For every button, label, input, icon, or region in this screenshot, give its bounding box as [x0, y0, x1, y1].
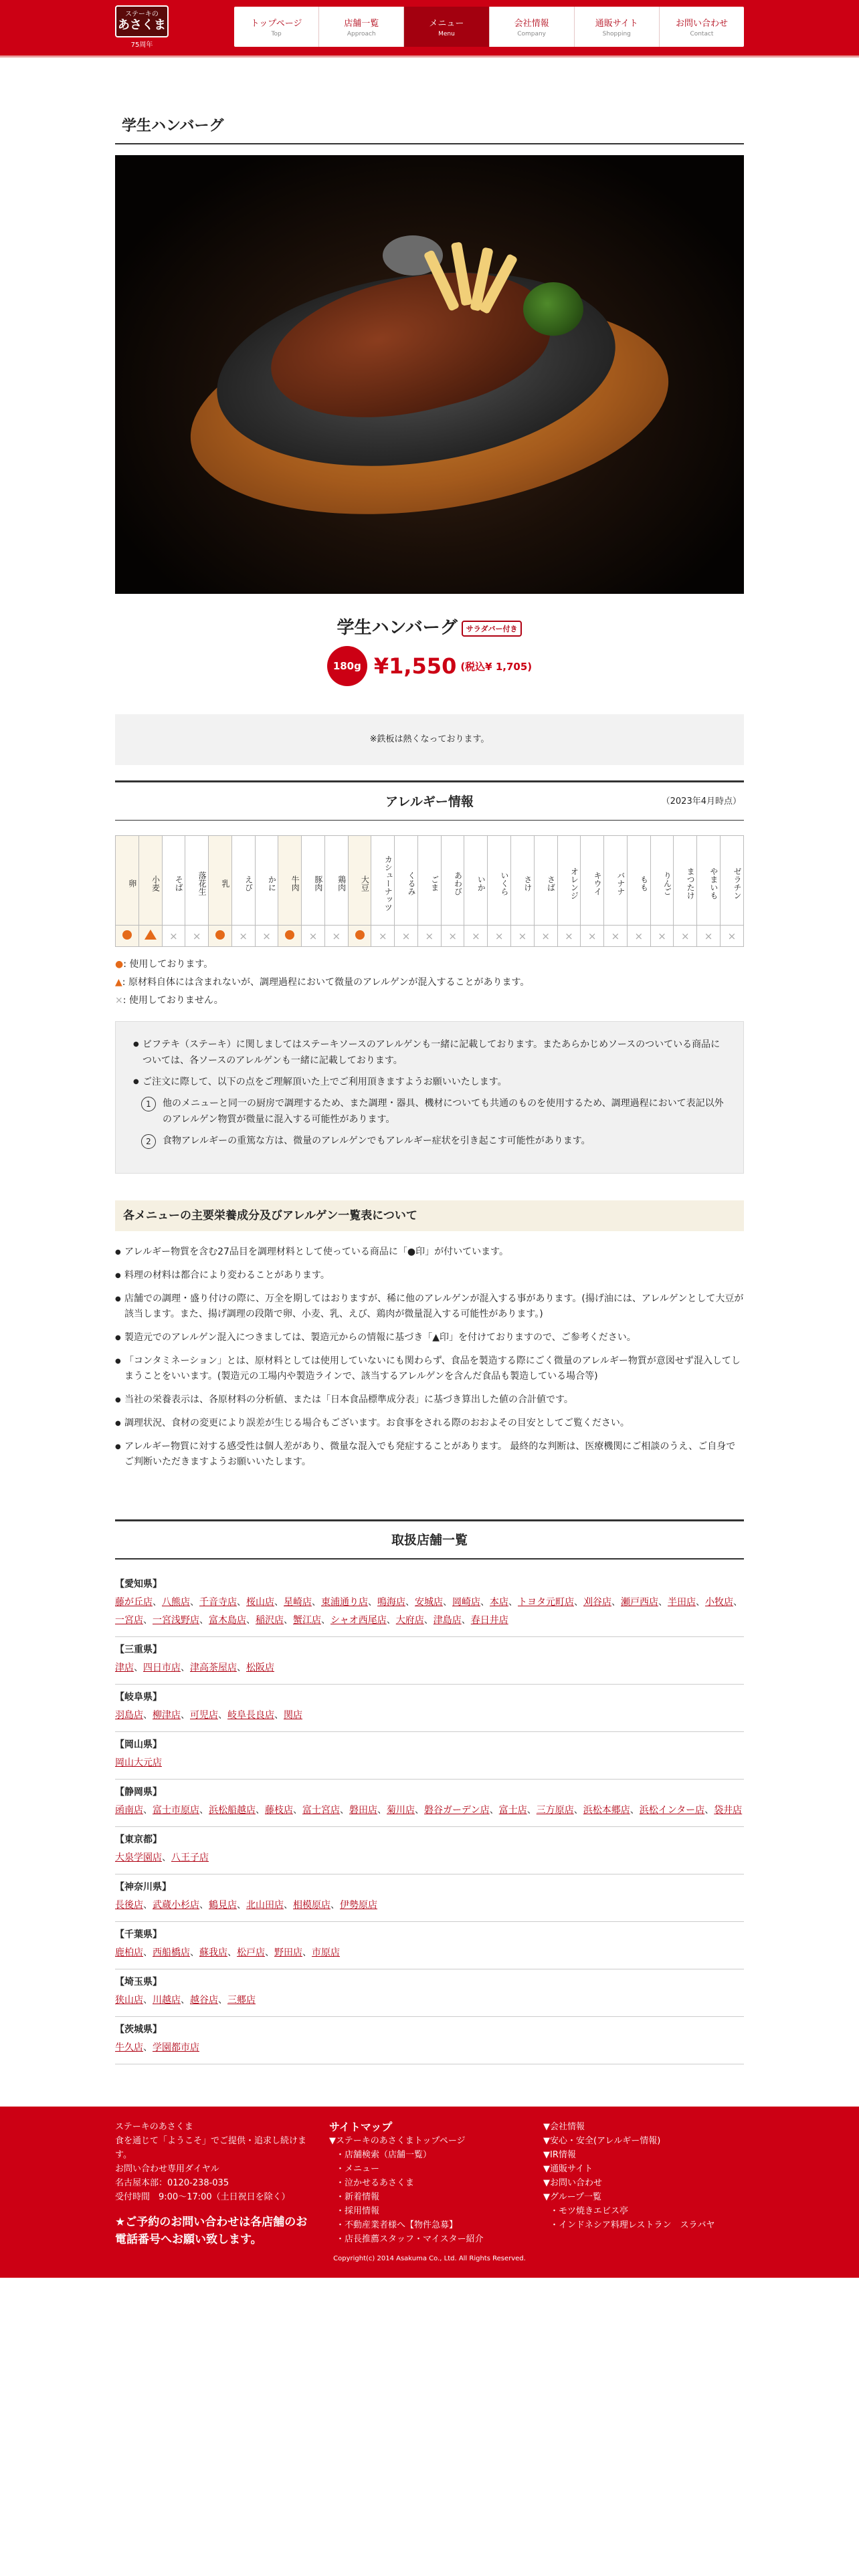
not-used-icon: × — [425, 930, 434, 942]
footer-link[interactable]: ・インドネシア料理レストラン スラバヤ — [550, 2220, 715, 2230]
nav-stores[interactable]: 店舗一覧 Approach — [319, 7, 404, 47]
logo-title: あさくま — [118, 18, 166, 32]
store-link[interactable]: 大泉学園店 — [115, 1852, 162, 1863]
store-link[interactable]: 羽島店 — [115, 1710, 143, 1721]
allergen-header: くるみ — [395, 836, 418, 926]
prefecture-name: 【三重県】 — [115, 1644, 162, 1655]
store-link[interactable]: 大府店 — [395, 1615, 424, 1626]
store-link[interactable]: 柳津店 — [153, 1710, 181, 1721]
store-link[interactable]: 越谷店 — [190, 1995, 218, 2006]
prefecture-name: 【岡山県】 — [115, 1739, 162, 1750]
legend-not-used: ×: 使用しておりません。 — [115, 995, 223, 1006]
store-link[interactable]: 菊川店 — [387, 1805, 415, 1816]
price-value: ¥1,550 — [373, 653, 457, 679]
nutrition-notes — [115, 1245, 744, 1478]
allergen-header: カシューナッツ — [371, 836, 395, 926]
store-link[interactable]: 野田店 — [274, 1947, 302, 1958]
allergen-mark — [581, 926, 604, 947]
not-used-icon: × — [611, 930, 620, 942]
store-link[interactable]: 学園都市店 — [153, 2042, 199, 2053]
allergen-mark — [185, 926, 209, 947]
global-nav — [234, 7, 744, 47]
store-link[interactable]: 春日井店 — [470, 1615, 508, 1626]
allergen-mark — [302, 926, 325, 947]
allergen-mark — [231, 926, 255, 947]
store-link[interactable]: 津店 — [115, 1662, 134, 1673]
store-link[interactable]: 蘇我店 — [199, 1947, 227, 1958]
nutrition-note: ● 製造元でのアレルゲン混入につきましては、製造元からの情報に基づき「▲印」を付けておりますので、ご参考ください。 — [115, 1330, 744, 1346]
sitemap-link[interactable]: ・泣かせるあさくま — [336, 2178, 415, 2188]
stores-heading: 取扱店舗一覧 — [115, 1519, 744, 1560]
prefecture-name: 【愛知県】 — [115, 1579, 162, 1590]
footer-link[interactable]: ▼通販サイト — [543, 2164, 593, 2174]
allergen-header: 卵 — [116, 836, 139, 926]
allergen-mark — [627, 926, 650, 947]
sitemap-title: サイトマップ — [329, 2121, 393, 2133]
not-used-icon: × — [518, 930, 527, 942]
sitemap-link[interactable]: ・採用情報 — [336, 2206, 380, 2216]
store-link[interactable]: 伊勢原店 — [340, 1900, 377, 1911]
product-name: 学生ハンバーグ サラダバー付き — [115, 614, 744, 639]
footer-link[interactable]: ▼グループ一覧 — [543, 2192, 601, 2202]
allergen-mark — [324, 926, 348, 947]
prefecture-block — [115, 1732, 744, 1780]
store-link[interactable]: 瀬戸西店 — [621, 1597, 658, 1608]
nutrition-note: ● 「コンタミネーション」とは、原材料としては使用していないにも関わらず、食品を製造する際にごく微量のアレルギー物質が意図せず混入してしまうことをいいます。(製造元の工場内や製造ラインで、該当するアレルゲンを含んだ食品も製造している場合等) — [115, 1354, 744, 1384]
sitemap-link[interactable]: ・店舗検索（店舗一覧） — [336, 2150, 432, 2160]
site-logo[interactable] — [115, 5, 169, 52]
notice-numbered-item: 2 食物アレルギーの重篤な方は、微量のアレルゲンでもアレルギー症状を引き起こす可能性があります。 — [133, 1133, 726, 1149]
used-icon — [122, 930, 132, 940]
footer-links — [543, 2120, 757, 2232]
prefecture-name: 【茨城県】 — [115, 2024, 162, 2035]
site-header — [0, 0, 859, 58]
allergen-mark — [488, 926, 511, 947]
store-link[interactable]: 東浦通り店 — [321, 1597, 368, 1608]
store-link[interactable]: 長後店 — [115, 1900, 143, 1911]
saladbar-tag: サラダバー付き — [462, 621, 522, 637]
not-used-icon: × — [704, 930, 713, 942]
notice-item: ● ビフテキ（ステーキ）に関しましてはステーキソースのアレルゲンも一緒に記載しております。またあらかじめソースのついている商品については、各ソースのアレルゲンも一緒に記載しております。 — [133, 1037, 726, 1069]
page-title: 学生ハンバーグ — [115, 108, 744, 144]
store-link[interactable]: 四日市店 — [143, 1662, 181, 1673]
store-link[interactable]: 北山田店 — [246, 1900, 284, 1911]
store-link[interactable]: 浜松船越店 — [209, 1805, 256, 1816]
footer-link[interactable]: ▼IR情報 — [543, 2150, 576, 2160]
store-link[interactable]: 桜山店 — [246, 1597, 274, 1608]
trace-icon — [145, 930, 157, 940]
price-with-tax: (税込¥ 1,705) — [460, 660, 533, 673]
notice-item: ● ご注文に際して、以下の点をご理解頂いた上でご利用頂きますようお願いいたします。 — [133, 1074, 726, 1090]
allergen-mark — [534, 926, 557, 947]
store-link[interactable]: 星崎店 — [284, 1597, 312, 1608]
store-link[interactable]: 鹿柏店 — [115, 1947, 143, 1958]
allergen-mark — [162, 926, 185, 947]
store-link[interactable]: 松戸店 — [237, 1947, 265, 1958]
store-link[interactable]: 相模原店 — [293, 1900, 330, 1911]
prefecture-block: 【愛知県】 藤が丘店、八熊店、千音寺店、桜山店、星崎店、東浦通り店、鳴海店、安城店、岡崎店、本店、トヨタ元町店、刈谷店、瀬戸西店、半田店、小牧店、一宮店、一宮浅野店、富木島店、稲沢店、蟹江店、シャオ西尾店、大府店、津島店、春日井店 — [115, 1572, 744, 1637]
store-link[interactable]: シャオ西尾店 — [330, 1615, 387, 1626]
store-link[interactable]: 岡崎店 — [452, 1597, 480, 1608]
footer-company-info: ステーキのあさくま 食を通じて「ようこそ」でご提供・追求し続けます。 お問い合わせ専用ダイヤル 名古屋本部：0120-238-035 受付時間 9:00〜17:00（土日祝日を除く） ★ご予約のお問い合わせは各店舗のお電話番号へお願い致します。 — [115, 2120, 316, 2248]
not-used-icon: × — [727, 930, 737, 942]
not-used-icon: × — [332, 930, 341, 942]
footer-sitemap — [329, 2120, 530, 2246]
store-link[interactable]: 八王子店 — [171, 1852, 209, 1863]
store-link[interactable]: 半田店 — [668, 1597, 696, 1608]
prefecture-block: 【神奈川県】 長後店、武蔵小杉店、鶴見店、北山田店、相模原店、伊勢原店 — [115, 1874, 744, 1922]
legend-trace: ▲: 原材料自体には含まれないが、調理過程において微量のアレルゲンが混入することがあります。 — [115, 977, 530, 988]
store-link[interactable]: 函南店 — [115, 1805, 143, 1816]
allergy-date: （2023年4月時点） — [661, 796, 741, 807]
not-used-icon: × — [634, 930, 644, 942]
not-used-icon: × — [239, 930, 248, 942]
nutrition-note: ● アレルギー物質を含む27品目を調理材料として使っている商品に「●印」が付いています。 — [115, 1245, 744, 1260]
allergen-mark — [371, 926, 395, 947]
store-link[interactable]: 狭山店 — [115, 1995, 143, 2006]
store-link[interactable]: 小牧店 — [705, 1597, 733, 1608]
allergen-header: もも — [627, 836, 650, 926]
store-link[interactable]: 松阪店 — [246, 1662, 274, 1673]
allergen-header: さば — [534, 836, 557, 926]
allergen-mark — [116, 926, 139, 947]
store-link[interactable]: 可児店 — [190, 1710, 218, 1721]
store-link[interactable]: 磐谷ガーデン店 — [424, 1805, 490, 1816]
footer-link[interactable]: ▼安心・安全(アレルギー情報) — [543, 2136, 661, 2146]
store-link[interactable]: トヨタ元町店 — [518, 1597, 574, 1608]
prefecture-block: 【静岡県】 函南店、富士市原店、浜松船越店、藤枝店、富士宮店、磐田店、菊川店、磐谷ガーデン店、富士店、三方原店、浜松本郷店、浜松インター店、袋井店 — [115, 1780, 744, 1827]
store-link[interactable]: 富木島店 — [209, 1615, 246, 1626]
allergen-mark — [395, 926, 418, 947]
allergen-header: 乳 — [209, 836, 232, 926]
fries-graphic — [430, 242, 516, 316]
store-link[interactable]: 浜松インター店 — [639, 1805, 705, 1816]
nutrition-note: ● アレルギー物質に対する感受性は個人差があり、微量な混入でも発症することがあります。 最終的な判断は、医療機関にご相談のうえ、ご自身でご判断いただきますようお願いいたします。 — [115, 1439, 744, 1470]
allergen-mark — [441, 926, 464, 947]
allergy-heading: アレルギー情報 （2023年4月時点） — [115, 780, 744, 821]
allergen-header: 小麦 — [138, 836, 162, 926]
store-link[interactable]: 一宮浅野店 — [153, 1615, 199, 1626]
allergen-mark — [464, 926, 488, 947]
prefecture-name: 【埼玉県】 — [115, 1977, 162, 1988]
allergy-table — [115, 835, 744, 947]
prefecture-name: 【岐阜県】 — [115, 1692, 162, 1703]
store-link[interactable]: 富士市原店 — [153, 1805, 199, 1816]
store-link[interactable]: 川越店 — [153, 1995, 181, 2006]
not-used-icon: × — [565, 930, 573, 942]
allergen-header: まつたけ — [674, 836, 697, 926]
not-used-icon: × — [308, 930, 318, 942]
sitemap-link[interactable]: ・メニュー — [336, 2164, 380, 2174]
allergen-header: バナナ — [604, 836, 628, 926]
sitemap-link[interactable]: ・店長推薦スタッフ・マイスター紹介 — [336, 2234, 484, 2244]
store-link[interactable]: 袋井店 — [714, 1805, 743, 1816]
allergen-header: キウイ — [581, 836, 604, 926]
nutrition-heading: 各メニューの主要栄養成分及びアレルゲン一覧表について — [115, 1200, 744, 1231]
prefecture-name: 【神奈川県】 — [115, 1882, 171, 1893]
prefecture-block: 【岐阜県】 羽島店、柳津店、可児店、岐阜長良店、関店 — [115, 1685, 744, 1732]
allergen-mark — [604, 926, 628, 947]
nutrition-note: ● 当社の栄養表示は、各原材料の分析値、または「日本食品標準成分表」に基づき算出した値の合計値です。 — [115, 1392, 744, 1408]
store-link[interactable]: 一宮店 — [115, 1615, 143, 1626]
store-link[interactable]: 安城店 — [415, 1597, 443, 1608]
nutrition-note: ● 調理状況、食材の変更により誤差が生じる場合もございます。お食事をされる際のおおよその目安としてご覧ください。 — [115, 1416, 744, 1431]
logo-subtitle: ステーキの — [125, 11, 159, 18]
not-used-icon: × — [169, 930, 178, 942]
allergen-header: いか — [464, 836, 488, 926]
store-link[interactable]: 藤が丘店 — [115, 1597, 153, 1608]
store-link[interactable]: 富士店 — [498, 1805, 527, 1816]
nav-company[interactable]: 会社情報 Company — [490, 7, 575, 47]
allergen-header: ごま — [417, 836, 441, 926]
allergen-header: 豚肉 — [302, 836, 325, 926]
allergen-mark — [511, 926, 535, 947]
nav-shopping[interactable]: 通販サイト Shopping — [575, 7, 660, 47]
footer-link[interactable]: ▼お問い合わせ — [543, 2178, 602, 2188]
used-icon — [285, 930, 294, 940]
hot-plate-note: ※鉄板は熱くなっております。 — [115, 714, 744, 765]
prefecture-block: 【千葉県】 鹿柏店、西船橋店、蘇我店、松戸店、野田店、市原店 — [115, 1922, 744, 1969]
allergen-header: ゼラチン — [720, 836, 743, 926]
store-link[interactable]: 西船橋店 — [153, 1947, 190, 1958]
allergen-mark — [720, 926, 743, 947]
store-link[interactable]: 津高茶屋店 — [190, 1662, 237, 1673]
store-link[interactable]: 三郷店 — [227, 1995, 256, 2006]
allergen-header: 牛肉 — [278, 836, 302, 926]
allergen-mark — [138, 926, 162, 947]
sitemap-link[interactable]: ・不動産業者様へ【物件急募】 — [336, 2220, 458, 2230]
store-link[interactable]: 三方原店 — [536, 1805, 574, 1816]
footer-link[interactable]: ・モツ焼きエビス亭 — [550, 2206, 629, 2216]
allergen-header: やまいも — [697, 836, 721, 926]
prefecture-block: 【三重県】 津店、四日市店、津高茶屋店、松阪店 — [115, 1637, 744, 1685]
store-link[interactable]: 津島店 — [433, 1615, 462, 1626]
store-link[interactable]: 磐田店 — [349, 1805, 377, 1816]
product-photo — [115, 155, 744, 594]
allergen-mark — [697, 926, 721, 947]
used-icon — [215, 930, 225, 940]
not-used-icon: × — [448, 930, 457, 942]
store-link[interactable]: 牛久店 — [115, 2042, 143, 2053]
store-link[interactable]: 藤枝店 — [265, 1805, 293, 1816]
store-link[interactable]: 八熊店 — [162, 1597, 190, 1608]
allergen-header: オレンジ — [557, 836, 581, 926]
allergy-legend — [115, 956, 744, 1010]
notice-numbered-item: 1 他のメニューと同一の厨房で調理するため、また調理・器具、機材についても共通のものを使用するため、調理過程において表記以外のアレルゲン物質が微量に混入する可能性があります。 — [133, 1095, 726, 1128]
prefecture-name: 【静岡県】 — [115, 1787, 162, 1798]
allergen-mark — [674, 926, 697, 947]
allergen-mark — [650, 926, 674, 947]
not-used-icon: × — [379, 930, 387, 942]
allergen-mark — [348, 926, 371, 947]
store-link[interactable]: 鳴海店 — [377, 1597, 405, 1608]
not-used-icon: × — [541, 930, 550, 942]
allergen-mark — [255, 926, 278, 947]
allergen-header: りんご — [650, 836, 674, 926]
allergen-header: えび — [231, 836, 255, 926]
sitemap-link[interactable]: ▼ステーキのあさくまトップページ — [329, 2136, 466, 2146]
allergen-header: さけ — [511, 836, 535, 926]
allergen-mark — [209, 926, 232, 947]
store-list — [115, 1572, 744, 2064]
store-link[interactable]: 本店 — [490, 1597, 508, 1608]
allergen-header: 鶏肉 — [324, 836, 348, 926]
store-link[interactable]: 千音寺店 — [199, 1597, 237, 1608]
prefecture-name: 【東京都】 — [115, 1834, 162, 1845]
store-link[interactable]: 市原店 — [312, 1947, 340, 1958]
site-footer — [0, 2107, 859, 2278]
weight-badge: 180g — [327, 646, 367, 686]
store-link[interactable]: 刈谷店 — [583, 1597, 611, 1608]
prefecture-block: 【東京都】 大泉学園店、八王子店 — [115, 1827, 744, 1874]
not-used-icon: × — [680, 930, 690, 942]
allergy-notice-box — [115, 1021, 744, 1174]
allergen-header: 落花生 — [185, 836, 209, 926]
not-used-icon: × — [658, 930, 666, 942]
logo-anniversary: 75周年 — [130, 41, 153, 49]
store-link[interactable]: 鶴見店 — [209, 1900, 237, 1911]
not-used-icon: × — [587, 930, 597, 942]
not-used-icon: × — [401, 930, 411, 942]
nav-menu[interactable]: メニュー Menu — [404, 7, 489, 47]
broccoli-graphic — [523, 282, 583, 336]
nav-contact[interactable]: お問い合わせ Contact — [675, 19, 728, 37]
store-link[interactable]: 富士宮店 — [302, 1805, 340, 1816]
nutrition-note: ● 店舗での調理・盛り付けの際に、万全を期してはおりますが、稀に他のアレルゲンが混入する事があります。(揚げ油には、アレルゲンとして大豆が該当します。また、揚げ調理の段階で卵、小麦、乳、えび、鶏肉が微量混入する可能性があります。) — [115, 1291, 744, 1322]
not-used-icon: × — [494, 930, 504, 942]
allergen-header: 大豆 — [348, 836, 371, 926]
price-row — [115, 646, 744, 686]
prefecture-name: 【千葉県】 — [115, 1929, 162, 1940]
footer-link[interactable]: ▼会社情報 — [543, 2122, 585, 2132]
store-link[interactable]: 稲沢店 — [256, 1615, 284, 1626]
allergen-header: あわび — [441, 836, 464, 926]
prefecture-block: 【茨城県】 牛久店、学園都市店 — [115, 2017, 744, 2064]
store-link[interactable]: 浜松本郷店 — [583, 1805, 630, 1816]
nav-top[interactable]: トップページ Top — [234, 7, 319, 47]
reservation-note: ★ご予約のお問い合わせは各店舗のお電話番号へお願い致します。 — [115, 2216, 308, 2246]
store-link[interactable]: 関店 — [284, 1710, 302, 1721]
allergen-mark — [278, 926, 302, 947]
prefecture-block: 【埼玉県】 狭山店、川越店、越谷店、三郷店 — [115, 1969, 744, 2017]
copyright: Copyright(c) 2014 Asakuma Co., Ltd. All Rights Reserved. — [333, 2255, 526, 2262]
not-used-icon: × — [192, 930, 201, 942]
legend-used: ●: 使用しております。 — [115, 959, 213, 970]
allergen-mark — [417, 926, 441, 947]
store-link[interactable]: 蟹江店 — [293, 1615, 321, 1626]
allergen-header: そば — [162, 836, 185, 926]
sitemap-link[interactable]: ・新着情報 — [336, 2192, 380, 2202]
store-link[interactable]: 岐阜長良店 — [227, 1710, 274, 1721]
not-used-icon: × — [262, 930, 271, 942]
nutrition-note: ● 料理の材料は都合により変わることがあります。 — [115, 1268, 744, 1283]
used-icon — [355, 930, 365, 940]
store-link[interactable]: 岡山大元店 — [115, 1757, 162, 1768]
store-link[interactable]: 武蔵小杉店 — [153, 1900, 199, 1911]
allergen-header: かに — [255, 836, 278, 926]
not-used-icon: × — [472, 930, 480, 942]
allergen-mark — [557, 926, 581, 947]
allergen-header: いくら — [488, 836, 511, 926]
